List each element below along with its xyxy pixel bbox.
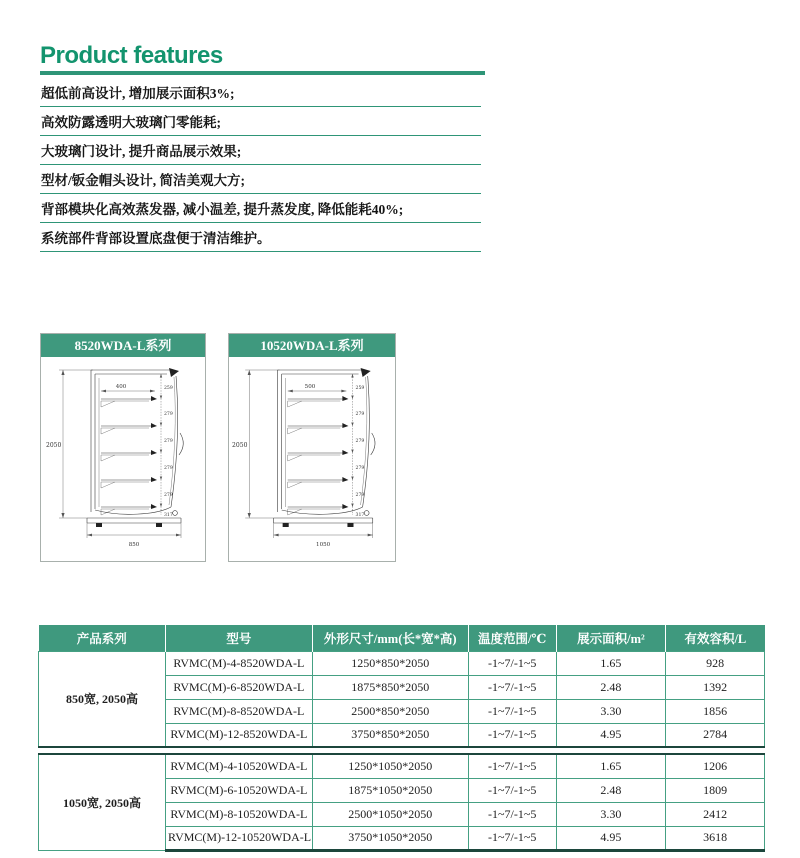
svg-text:259: 259	[164, 386, 173, 391]
title-underline-bar	[40, 71, 485, 75]
svg-text:850: 850	[128, 542, 140, 548]
area-cell: 4.95	[556, 723, 666, 747]
col-header-size: 外形尺寸/mm(长*宽*高)	[312, 625, 468, 651]
feature-item: 型材/钣金帽头设计, 简洁美观大方;	[40, 171, 481, 194]
model-cell: RVMC(M)-6-8520WDA-L	[166, 675, 313, 699]
table-row	[39, 651, 765, 675]
spec-table-header-row	[39, 625, 765, 651]
diagram-box-10520	[228, 333, 396, 562]
model-cell: RVMC(M)-6-10520WDA-L	[166, 778, 313, 802]
size-cell: 1250*850*2050	[312, 651, 468, 675]
model-cell: RVMC(M)-4-8520WDA-L	[166, 651, 313, 675]
svg-text:279: 279	[164, 466, 173, 471]
temp-cell: -1~7/-1~5	[468, 675, 556, 699]
temp-cell: -1~7/-1~5	[468, 778, 556, 802]
svg-text:279: 279	[355, 466, 365, 471]
volume-cell: 2784	[666, 723, 765, 747]
model-cell: RVMC(M)-8-8520WDA-L	[166, 699, 313, 723]
svg-text:500: 500	[304, 384, 316, 390]
svg-text:2050: 2050	[232, 442, 248, 449]
feature-item: 超低前高设计, 增加展示面积3%;	[40, 84, 481, 107]
temp-cell: -1~7/-1~5	[468, 802, 556, 826]
size-cell: 1250*1050*2050	[312, 754, 468, 778]
col-header-model: 型号	[166, 625, 313, 651]
model-cell: RVMC(M)-4-10520WDA-L	[166, 754, 313, 778]
page-title: Product features	[40, 42, 223, 69]
feature-item: 背部模块化高效蒸发器, 减小温差, 提升蒸发度, 降低能耗40%;	[40, 200, 481, 223]
temp-cell: -1~7/-1~5	[468, 699, 556, 723]
area-cell: 3.30	[556, 699, 666, 723]
size-cell: 2500*850*2050	[312, 699, 468, 723]
series-label: 1050宽, 2050高	[39, 754, 166, 850]
temp-cell: -1~7/-1~5	[468, 826, 556, 850]
feature-item: 大玻璃门设计, 提升商品展示效果;	[40, 142, 481, 165]
temp-cell: -1~7/-1~5	[468, 723, 556, 747]
col-header-volume: 有效容积/L	[666, 625, 765, 651]
col-header-temp: 温度范围/℃	[468, 625, 556, 651]
series-label: 850宽, 2050高	[39, 651, 166, 747]
cabinet-cross-section-drawing-8520	[41, 357, 205, 561]
feature-item: 高效防露透明大玻璃门零能耗;	[40, 113, 481, 136]
volume-cell: 1809	[666, 778, 765, 802]
svg-text:317: 317	[355, 513, 365, 518]
temp-cell: -1~7/-1~5	[468, 651, 556, 675]
area-cell: 1.65	[556, 754, 666, 778]
svg-text:279: 279	[355, 493, 365, 498]
volume-cell: 1392	[666, 675, 765, 699]
volume-cell: 2412	[666, 802, 765, 826]
size-cell: 1875*850*2050	[312, 675, 468, 699]
model-cell: RVMC(M)-8-10520WDA-L	[166, 802, 313, 826]
size-cell: 1875*1050*2050	[312, 778, 468, 802]
table-row	[39, 754, 765, 778]
size-cell: 3750*1050*2050	[312, 826, 468, 850]
volume-cell: 1856	[666, 699, 765, 723]
diagram-title-8520: 8520WDA-L系列	[41, 334, 205, 357]
area-cell: 2.48	[556, 675, 666, 699]
diagram-box-8520	[40, 333, 206, 562]
volume-cell: 3618	[666, 826, 765, 850]
area-cell: 2.48	[556, 778, 666, 802]
model-cell: RVMC(M)-12-10520WDA-L	[166, 826, 313, 850]
temp-cell: -1~7/-1~5	[468, 754, 556, 778]
svg-text:279: 279	[355, 439, 365, 444]
col-header-area: 展示面积/m²	[556, 625, 666, 651]
svg-text:400: 400	[115, 384, 127, 390]
size-cell: 2500*1050*2050	[312, 802, 468, 826]
svg-text:279: 279	[164, 412, 173, 417]
svg-text:2050: 2050	[46, 442, 62, 449]
svg-text:279: 279	[164, 439, 173, 444]
group-separator	[39, 747, 765, 754]
cabinet-cross-section-drawing-10520	[229, 357, 395, 561]
spec-table-section	[38, 625, 765, 852]
feature-list	[40, 84, 481, 258]
svg-text:279: 279	[355, 412, 365, 417]
spec-table	[38, 625, 765, 852]
volume-cell: 928	[666, 651, 765, 675]
svg-text:1050: 1050	[316, 542, 331, 548]
feature-item: 系统部件背部设置底盘便于清洁维护。	[40, 229, 481, 252]
svg-text:279: 279	[164, 493, 173, 498]
area-cell: 1.65	[556, 651, 666, 675]
area-cell: 3.30	[556, 802, 666, 826]
svg-text:259: 259	[355, 386, 365, 391]
svg-text:317: 317	[164, 513, 173, 518]
diagram-title-10520: 10520WDA-L系列	[229, 334, 395, 357]
col-header-series: 产品系列	[39, 625, 166, 651]
model-cell: RVMC(M)-12-8520WDA-L	[166, 723, 313, 747]
area-cell: 4.95	[556, 826, 666, 850]
volume-cell: 1206	[666, 754, 765, 778]
size-cell: 3750*850*2050	[312, 723, 468, 747]
